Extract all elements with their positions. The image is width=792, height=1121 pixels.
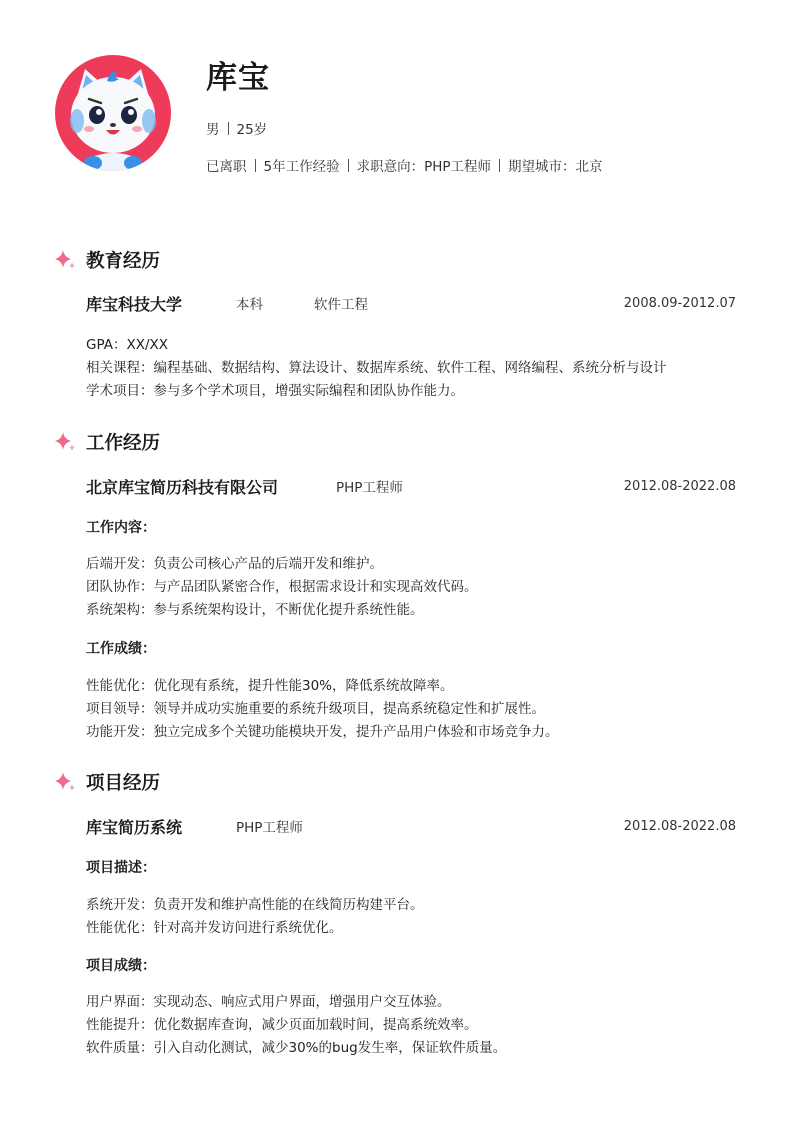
project-result-line: 用户界面：实现动态、响应式用户界面，增强用户交互体验。 bbox=[86, 994, 451, 1010]
education-line: GPA：XX/XX bbox=[86, 337, 169, 353]
subsection-title: 项目成绩： bbox=[86, 958, 156, 974]
section-education bbox=[54, 247, 160, 273]
project-desc-line: 性能优化：针对高并发访问进行系统优化。 bbox=[86, 920, 343, 936]
project-header bbox=[86, 815, 736, 837]
sparkle-icon bbox=[54, 431, 76, 453]
age: 25岁 bbox=[236, 122, 268, 138]
section-title: 项目经历 bbox=[86, 773, 161, 794]
work-content-line: 系统架构：参与系统架构设计，不断优化提升系统性能。 bbox=[86, 602, 424, 618]
date-range: 2012.08-2022.08 bbox=[623, 818, 736, 834]
company-name: 北京库宝简历科技有限公司 bbox=[86, 477, 279, 497]
date-range: 2012.08-2022.08 bbox=[623, 478, 736, 494]
work-content-line: 团队协作：与产品团队紧密合作，根据需求设计和实现高效代码。 bbox=[86, 579, 478, 595]
cartoon-cat-avatar-icon bbox=[55, 55, 171, 171]
work-achievement-line: 项目领导：领导并成功实施重要的系统升级项目，提高系统稳定性和扩展性。 bbox=[86, 701, 545, 717]
gender: 男 bbox=[206, 122, 220, 138]
sparkle-icon bbox=[54, 249, 76, 271]
basic-info bbox=[206, 118, 267, 138]
job-role: PHP工程师 bbox=[336, 480, 403, 496]
project-result-line: 软件质量：引入自动化测试，减少30%的bug发生率，保证软件质量。 bbox=[86, 1040, 507, 1056]
school-name: 库宝科技大学 bbox=[86, 294, 183, 314]
work-header bbox=[86, 475, 736, 497]
section-title: 教育经历 bbox=[86, 251, 161, 272]
education-header bbox=[86, 292, 736, 314]
sparkle-icon bbox=[54, 771, 76, 793]
work-experience: 5年工作经验 bbox=[263, 159, 340, 175]
desired-city: 期望城市：北京 bbox=[508, 159, 603, 175]
divider bbox=[348, 159, 349, 172]
major: 软件工程 bbox=[314, 297, 368, 313]
job-intent: 求职意向：PHP工程师 bbox=[356, 159, 492, 175]
avatar bbox=[55, 55, 171, 171]
divider bbox=[499, 159, 500, 172]
divider bbox=[228, 122, 229, 135]
work-achievement-line: 功能开发：独立完成多个关键功能模块开发，提升产品用户体验和市场竞争力。 bbox=[86, 724, 559, 740]
project-name: 库宝简历系统 bbox=[86, 817, 183, 837]
job-info bbox=[206, 155, 603, 175]
section-work bbox=[54, 429, 160, 455]
date-range: 2008.09-2012.07 bbox=[623, 295, 736, 311]
divider bbox=[255, 159, 256, 172]
education-line: 相关课程：编程基础、数据结构、算法设计、数据库系统、软件工程、网络编程、系统分析与设计 bbox=[86, 360, 667, 376]
subsection-title: 工作内容： bbox=[86, 520, 156, 536]
section-title: 工作经历 bbox=[86, 433, 161, 454]
candidate-name: 库宝 bbox=[206, 60, 270, 96]
subsection-title: 工作成绩： bbox=[86, 641, 156, 657]
project-result-line: 性能提升：优化数据库查询，减少页面加载时间，提高系统效率。 bbox=[86, 1017, 478, 1033]
education-line: 学术项目：参与多个学术项目，增强实际编程和团队协作能力。 bbox=[86, 383, 464, 399]
section-project bbox=[54, 769, 160, 795]
work-achievement-line: 性能优化：优化现有系统，提升性能30%，降低系统故障率。 bbox=[86, 678, 454, 694]
project-desc-line: 系统开发：负责开发和维护高性能的在线简历构建平台。 bbox=[86, 897, 424, 913]
project-role: PHP工程师 bbox=[236, 820, 303, 836]
employment-status: 已离职 bbox=[206, 159, 247, 175]
degree: 本科 bbox=[236, 297, 263, 313]
subsection-title: 项目描述： bbox=[86, 860, 156, 876]
work-content-line: 后端开发：负责公司核心产品的后端开发和维护。 bbox=[86, 556, 383, 572]
